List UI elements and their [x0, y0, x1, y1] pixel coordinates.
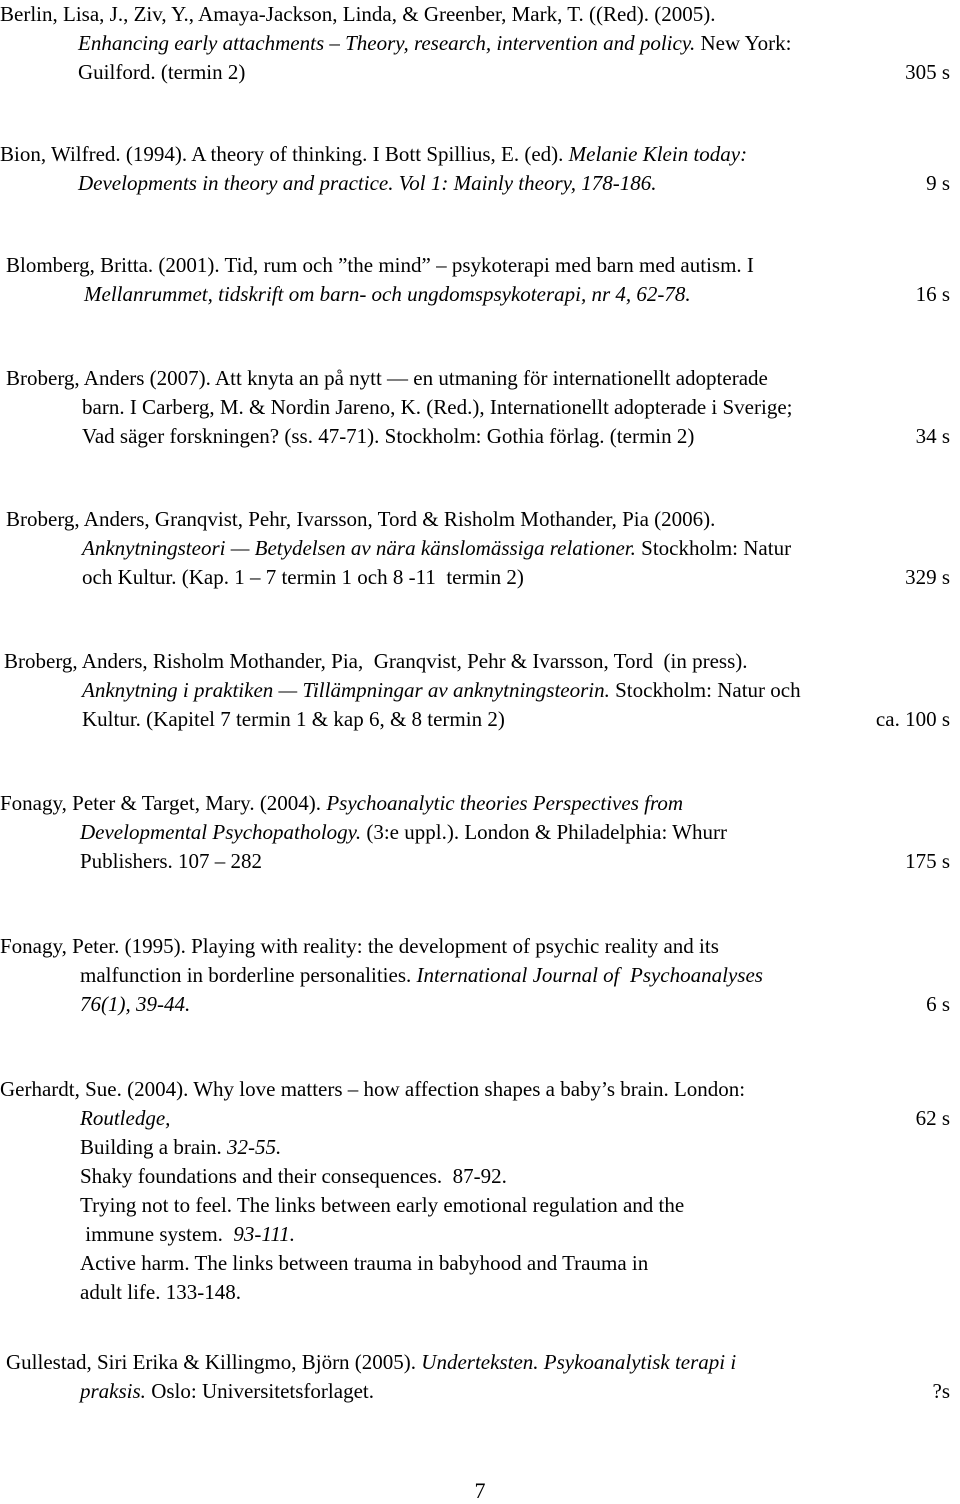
reference-line [0, 0, 950, 29]
reference-text: Broberg, Anders (2007). Att knyta an på nytt — en utmaning för internationellt adopterade [6, 366, 768, 390]
reference-line [0, 29, 950, 58]
reference-line [0, 932, 950, 961]
page-count: 16 s [915, 282, 950, 306]
reference-text: Broberg, Anders, Risholm Mothander, Pia, Granqvist, Pehr & Ivarsson, Tord (in press). [4, 649, 748, 673]
reference-line [0, 1278, 950, 1307]
reference-line [6, 364, 950, 393]
reference-line [6, 422, 950, 451]
reference-text: Guilford. (termin 2) [78, 60, 246, 84]
reference-line [4, 647, 950, 676]
reference-line [0, 1220, 950, 1249]
reference-text: Fonagy, Peter & Target, Mary. (2004). Psychoanalytic theories Perspectives from [0, 791, 684, 815]
reference-line [0, 818, 950, 847]
reference-line [0, 1249, 950, 1278]
reference-text: Mellanrummet, tidskrift om barn- och ungdomspsykoterapi, nr 4, 62-78. [84, 282, 691, 306]
reference-line [0, 140, 950, 169]
reference-text: och Kultur. (Kap. 1 – 7 termin 1 och 8 -11 termin 2) [82, 565, 524, 589]
reference-line [0, 1104, 950, 1133]
reference-line [0, 169, 950, 198]
reference-text: 76(1), 39-44. [80, 992, 191, 1016]
reference-line [6, 1348, 950, 1377]
reference-text: Bion, Wilfred. (1994). A theory of thinking. I Bott Spillius, E. (ed). Melanie Klein today: [0, 142, 748, 166]
reference-text: barn. I Carberg, M. & Nordin Jareno, K. (Red.), Internationellt adopterade i Sverige; [82, 395, 793, 419]
reference-line [0, 58, 950, 87]
reference-line [6, 534, 950, 563]
reference-line [6, 563, 950, 592]
reference-line [6, 1377, 950, 1406]
page-count: 9 s [926, 171, 950, 195]
page-number: 7 [474, 1478, 486, 1503]
page-count: 329 s [905, 565, 950, 589]
reference-text: malfunction in borderline personalities. International Journal of Psychoanalyses [80, 963, 763, 987]
reference-text: Kultur. (Kapitel 7 termin 1 & kap 6, & 8 termin 2) [82, 707, 505, 731]
reference-text: immune system. 93-111. [80, 1222, 296, 1246]
reference-line [6, 505, 950, 534]
reference-text: Fonagy, Peter. (1995). Playing with reality: the development of psychic reality and its [0, 934, 719, 958]
page-count: 62 s [915, 1106, 950, 1130]
reference-line [6, 280, 950, 309]
reference-text: Developments in theory and practice. Vol 1: Mainly theory, 178-186. [78, 171, 657, 195]
reference-text: Routledge, [80, 1106, 171, 1130]
reference-text: Enhancing early attachments – Theory, research, intervention and policy. New York: [78, 31, 792, 55]
reference-text: Gullestad, Siri Erika & Killingmo, Björn (2005). Underteksten. Psykoanalytisk terapi i [6, 1350, 737, 1374]
reference-text: Trying not to feel. The links between early emotional regulation and the [80, 1193, 685, 1217]
page-count: 305 s [905, 60, 950, 84]
reference-line [4, 676, 950, 705]
reference-text: Shaky foundations and their consequences. 87-92. [80, 1164, 507, 1188]
reference-text: adult life. 133-148. [80, 1280, 241, 1304]
reference-text: Gerhardt, Sue. (2004). Why love matters – how affection shapes a baby’s brain. London: [0, 1077, 746, 1101]
reference-line [0, 789, 950, 818]
reference-text: Publishers. 107 – 282 [80, 849, 263, 873]
page-count: 34 s [915, 424, 950, 448]
page-count: 6 s [926, 992, 950, 1016]
reference-line [0, 961, 950, 990]
reference-text: praksis. Oslo: Universitetsforlaget. [80, 1379, 374, 1403]
reference-line [4, 705, 950, 734]
reference-text: Building a brain. 32-55. [80, 1135, 282, 1159]
reference-text: Active harm. The links between trauma in babyhood and Trauma in [80, 1251, 649, 1275]
page-count: 175 s [905, 849, 950, 873]
reference-line [0, 1191, 950, 1220]
reference-line [0, 847, 950, 876]
reference-line [6, 251, 950, 280]
reference-line [0, 1162, 950, 1191]
reference-line [0, 990, 950, 1019]
reference-text: Developmental Psychopathology. (3:e uppl.). London & Philadelphia: Whurr [80, 820, 727, 844]
reference-text: Anknytningsteori — Betydelsen av nära känslomässiga relationer. Stockholm: Natur [82, 536, 792, 560]
reference-text: Blomberg, Britta. (2001). Tid, rum och ”the mind” – psykoterapi med barn med autism. I [6, 253, 754, 277]
reference-line [0, 1075, 950, 1104]
reference-text: Broberg, Anders, Granqvist, Pehr, Ivarsson, Tord & Risholm Mothander, Pia (2006). [6, 507, 716, 531]
reference-text: Vad säger forskningen? (ss. 47-71). Stockholm: Gothia förlag. (termin 2) [82, 424, 695, 448]
reference-text: Berlin, Lisa, J., Ziv, Y., Amaya-Jackson, Linda, & Greenber, Mark, T. ((Red). (2005). [0, 2, 716, 26]
reference-text: Anknytning i praktiken — Tillämpningar av anknytningsteorin. Stockholm: Natur och [82, 678, 801, 702]
reference-line [6, 393, 950, 422]
reference-line [0, 1133, 950, 1162]
page-count: ca. 100 s [875, 707, 950, 731]
page-count: ?s [932, 1379, 950, 1403]
